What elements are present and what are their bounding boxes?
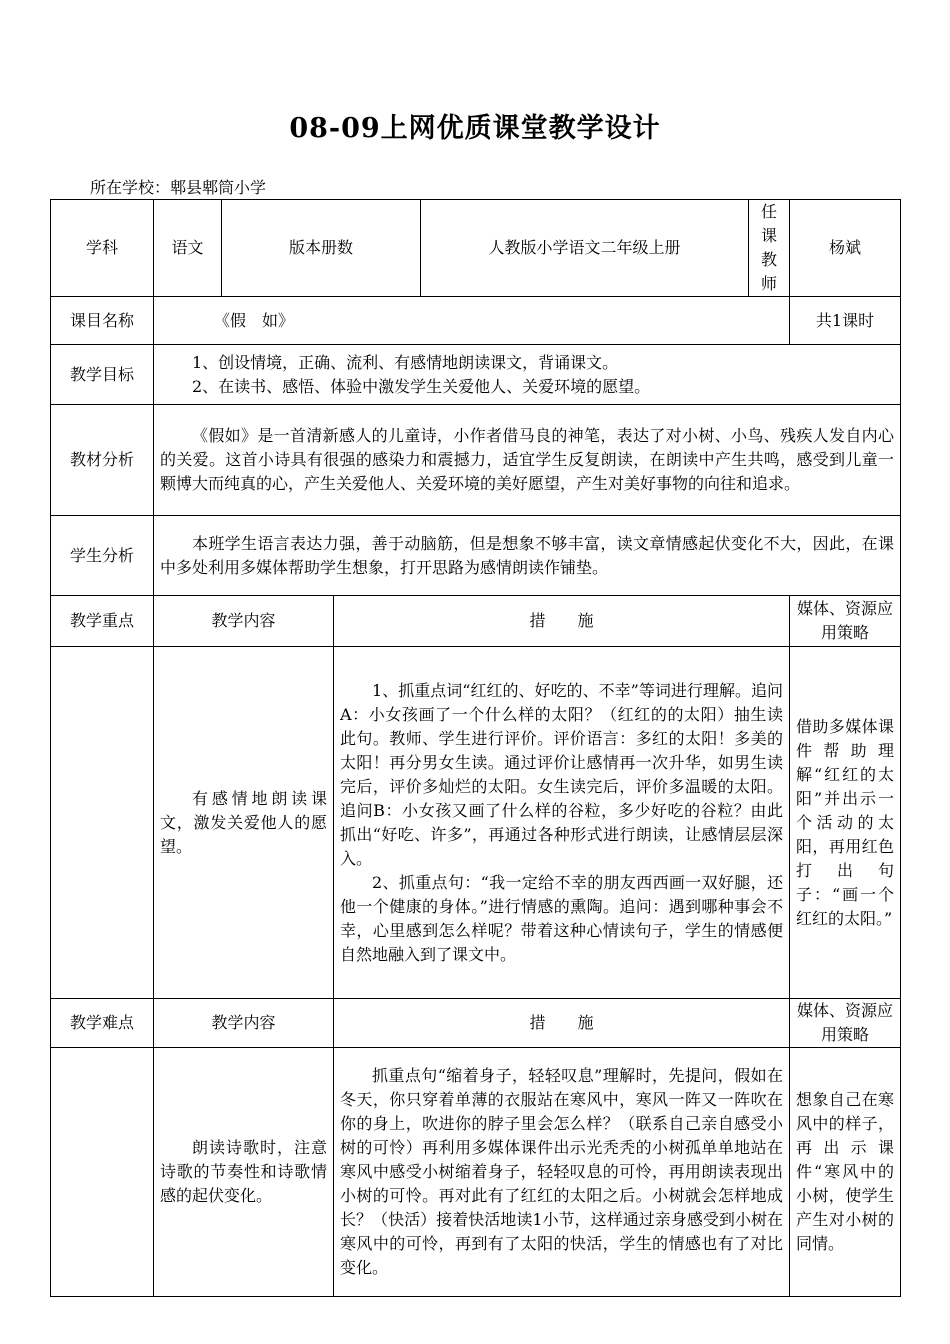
difficulty-media-header: 媒体、资源应用策略 — [790, 999, 901, 1048]
focus-measures-cell — [334, 647, 790, 999]
difficulty-measures-header: 措 施 — [334, 999, 790, 1048]
course-name-label: 课目名称 — [51, 297, 154, 345]
difficulty-measures-cell — [334, 1048, 790, 1297]
lesson-plan-table — [50, 199, 901, 1297]
page-title: 08-09上网优质课堂教学设计 — [289, 113, 661, 144]
material-label: 教材分析 — [51, 405, 154, 516]
focus-content: 有感情地朗读课文，激发关爱他人的愿望。 — [160, 788, 327, 856]
course-name-value: 《假 如》 — [154, 297, 790, 345]
edition-label: 版本册数 — [222, 200, 421, 297]
goals-label: 教学目标 — [51, 345, 154, 405]
goals-cell — [154, 345, 901, 405]
focus-measure-item: 2、抓重点句：“我一定给不幸的朋友西西画一双好腿，还他一个健康的身体。”进行情感的熏陶。追问：遇到哪种事会不幸，心里感到怎么样呢？带着这种心情读句子，学生的情感便自然地融入到了课文中。 — [340, 872, 784, 964]
subject-label: 学科 — [51, 200, 154, 297]
focus-measure-item: 1、抓重点词“红红的、好吃的、不幸”等词进行理解。追问A：小女孩画了一个什么样的太阳？（红红的的太阳）抽生读此句。教师、学生进行评价。评价语言：多红的太阳！多美的太阳！再分男女生读。通过评价让感情再一次升华，如男生读完后，评价多灿烂的太阳。女生读完后，评价多温暖的太阳。追问B：小女孩又画了什么样的谷粒，多少好吃的谷粒？由此抓出“好吃、许多”，再通过各种形式进行朗读，让感情层层深入。 — [340, 680, 784, 868]
difficulty-content-cell — [154, 1048, 334, 1297]
difficulty-label: 教学难点 — [51, 999, 154, 1048]
focus-content-header: 教学内容 — [154, 596, 334, 647]
goal-item: 1、创设情境，正确、流利、有感情地朗读课文，背诵课文。 — [192, 352, 619, 372]
focus-media-header: 媒体、资源应用策略 — [790, 596, 901, 647]
course-hours: 共1课时 — [790, 297, 901, 345]
students-text: 本班学生语言表达力强，善于动脑筋，但是想象不够丰富，读文章情感起伏变化不大，因此，在课中多处利用多媒体帮助学生想象，打开思路为感情朗读作铺垫。 — [160, 533, 895, 577]
focus-measures-header: 措 施 — [334, 596, 790, 647]
difficulty-media-cell: 想象自己在寒风中的样子，再出示课件“寒风中的小树，使学生产生对小树的同情。 — [790, 1048, 901, 1297]
material-text: 《假如》是一首清新感人的儿童诗，小作者借马良的神笔，表达了对小树、小鸟、残疾人发自内心的关爱。这首小诗具有很强的感染力和震撼力，适宜学生反复朗读，在朗读中产生共鸣，感受到儿童一颗博大而纯真的心，产生关爱他人、关爱环境的美好愿望，产生对美好事物的向往和追求。 — [160, 426, 895, 493]
teacher-label: 任课教师 — [749, 200, 790, 297]
difficulty-measures: 抓重点句“缩着身子，轻轻叹息”理解时，先提问，假如在冬天，你只穿着单薄的衣服站在寒风中，寒风一阵又一阵吹在你的身上，吹进你的脖子里会怎么样？（联系自己亲自感受小树的可怜）再利用多媒体课件出示光秃秃的小树孤单单地站在寒风中感受小树缩着身子，轻轻叹息的可怜，再用朗读表现出小树的可怜。再对此有了红红的太阳之后。小树就会怎样地成长？（快活）接着快活地读1小节，这样通过亲身感受到小树在寒风中的可怜，再到有了太阳的快活，学生的情感也有了对比变化。 — [340, 1066, 784, 1277]
students-label: 学生分析 — [51, 516, 154, 596]
students-cell — [154, 516, 901, 596]
focus-content-cell — [154, 647, 334, 999]
difficulty-empty-cell — [51, 1048, 154, 1297]
material-cell — [154, 405, 901, 516]
difficulty-content-header: 教学内容 — [154, 999, 334, 1048]
difficulty-content: 朗读诗歌时，注意诗歌的节奏性和诗歌情感的起伏变化。 — [160, 1138, 327, 1205]
teacher-value: 杨斌 — [790, 200, 901, 297]
focus-label: 教学重点 — [51, 596, 154, 647]
edition-value: 人教版小学语文二年级上册 — [421, 200, 749, 297]
focus-empty-cell — [51, 647, 154, 999]
focus-media-cell: 借助多媒体课件帮助理解“红红的太阳”并出示一个活动的太阳，再用红色打出句子：“画一个红红的太阳。” — [790, 647, 901, 999]
school-line: 所在学校：郫县郫筒小学 — [90, 178, 267, 197]
subject-value: 语文 — [154, 200, 222, 297]
goal-item: 2、在读书、感悟、体验中激发学生关爱他人、关爱环境的愿望。 — [192, 376, 651, 396]
